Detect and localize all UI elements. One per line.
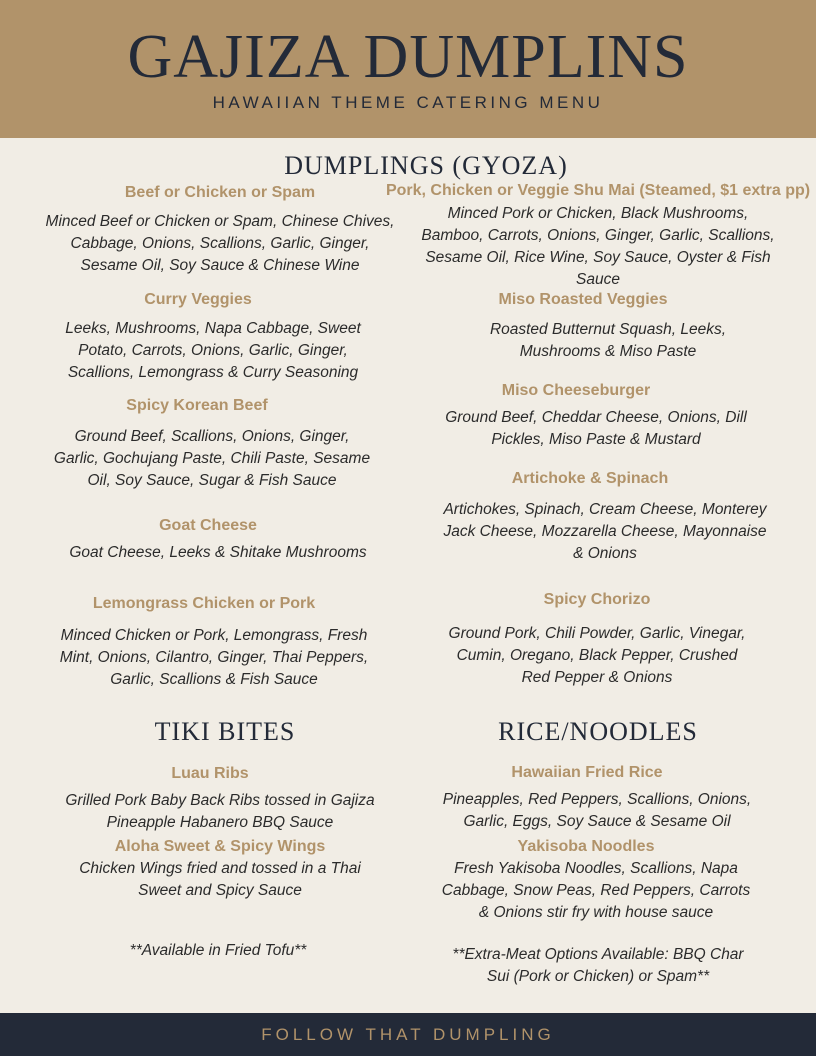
tofu-note: **Available in Fried Tofu** xyxy=(129,942,307,959)
menu-item-name: Goat Cheese xyxy=(159,517,257,534)
extra-meat-note: **Extra-Meat Options Available: BBQ Char Sui (Pork or Chicken) or Spam** xyxy=(452,946,744,985)
menu-item-name: Artichoke & Spinach xyxy=(511,470,669,487)
brand-title: GAJIZA DUMPLINS xyxy=(127,23,689,91)
footer-bar xyxy=(0,1013,816,1056)
menu-item-goat-cheese xyxy=(58,516,378,564)
menu-item-desc: Roasted Butternut Squash, Leeks, Mushrooms & Miso Paste xyxy=(489,321,727,360)
menu-item-hawaiian-fried-rice xyxy=(432,763,762,833)
menu-item-spicy-korean-beef xyxy=(52,396,372,492)
menu-item-artichoke-spinach xyxy=(440,469,770,565)
menu-item-curry-veggies xyxy=(58,290,361,384)
footer-slogan: FOLLOW THAT DUMPLING xyxy=(261,1025,555,1044)
menu-item-desc: Minced Pork or Chicken, Black Mushrooms, Bamboo, Carrots, Onions, Ginger, Garlic, Scallions, Sesame Oil, Rice Wine, Soy Sauce, Oyster & Fish Sauce xyxy=(421,205,775,288)
menu-item-aloha-wings xyxy=(60,837,380,902)
section-title-tiki-bites: TIKI BITES xyxy=(154,717,296,746)
menu-item-desc: Minced Beef or Chicken or Spam, Chinese Chives, Cabbage, Onions, Scallions, Garlic, Ginger, Sesame Oil, Soy Sauce & Chinese Wine xyxy=(45,213,395,274)
menu-item-shu-mai xyxy=(380,181,816,291)
menu-item-desc: Fresh Yakisoba Noodles, Scallions, Napa Cabbage, Snow Peas, Red Peppers, Carrots & Onions stir fry with house sauce xyxy=(441,860,751,921)
menu-item-desc: Chicken Wings fried and tossed in a Thai Sweet and Spicy Sauce xyxy=(79,860,361,899)
menu-item-luau-ribs xyxy=(60,764,380,834)
menu-item-beef-chicken-spam xyxy=(40,183,400,277)
section-title-rice-noodles: RICE/NOODLES xyxy=(498,717,698,746)
menu-item-name: Lemongrass Chicken or Pork xyxy=(92,595,316,612)
menu-item-spicy-chorizo xyxy=(437,590,757,689)
menu-item-miso-roasted-veggies xyxy=(448,290,727,363)
menu-item-desc: Ground Beef, Cheddar Cheese, Onions, Dill Pickles, Miso Paste & Mustard xyxy=(445,409,747,448)
menu-item-desc: Goat Cheese, Leeks & Shitake Mushrooms xyxy=(69,544,367,561)
menu-item-miso-cheeseburger xyxy=(436,381,756,451)
menu-item-name: Miso Roasted Veggies xyxy=(498,291,668,308)
menu-item-name: Curry Veggies xyxy=(144,291,252,308)
menu-item-name: Luau Ribs xyxy=(171,765,249,782)
menu-item-name: Spicy Chorizo xyxy=(543,591,651,608)
menu-item-yakisoba xyxy=(436,837,756,924)
menu-item-desc: Artichokes, Spinach, Cream Cheese, Monterey Jack Cheese, Mozzarella Cheese, Mayonnaise & Onions xyxy=(443,501,767,562)
menu-item-lemongrass xyxy=(54,594,374,691)
menu-item-name: Hawaiian Fried Rice xyxy=(511,764,663,781)
section-title-dumplings: DUMPLINGS (GYOZA) xyxy=(284,151,568,180)
menu-item-name: Pork, Chicken or Veggie Shu Mai (Steamed, $1 extra pp) xyxy=(385,182,811,199)
menu-item-name: Miso Cheeseburger xyxy=(501,382,651,399)
menu-item-desc: Ground Beef, Scallions, Onions, Ginger, Garlic, Gochujang Paste, Chili Paste, Sesame Oil, Soy Sauce, Sugar & Fish Sauce xyxy=(53,428,371,489)
header-banner xyxy=(0,0,816,138)
menu-item-name: Beef or Chicken or Spam xyxy=(124,184,316,201)
menu-item-desc: Ground Pork, Chili Powder, Garlic, Vinegar, Cumin, Oregano, Black Pepper, Crushed Red Pepper & Onions xyxy=(448,625,746,686)
menu-item-desc: Leeks, Mushrooms, Napa Cabbage, Sweet Potato, Carrots, Onions, Garlic, Ginger, Scallions, Lemongrass & Curry Seasoning xyxy=(65,320,361,381)
menu-tagline: HAWAIIAN THEME CATERING MENU xyxy=(212,93,604,112)
menu-item-desc: Grilled Pork Baby Back Ribs tossed in Gajiza Pineapple Habanero BBQ Sauce xyxy=(65,792,375,831)
menu-item-name: Aloha Sweet & Spicy Wings xyxy=(114,838,326,855)
menu-item-name: Spicy Korean Beef xyxy=(126,397,268,414)
menu-item-desc: Minced Chicken or Pork, Lemongrass, Fresh Mint, Onions, Cilantro, Ginger, Thai Peppers, Garlic, Scallions & Fish Sauce xyxy=(59,627,369,688)
menu-item-desc: Pineapples, Red Peppers, Scallions, Onions, Garlic, Eggs, Soy Sauce & Sesame Oil xyxy=(442,791,752,830)
menu-item-name: Yakisoba Noodles xyxy=(517,838,655,855)
